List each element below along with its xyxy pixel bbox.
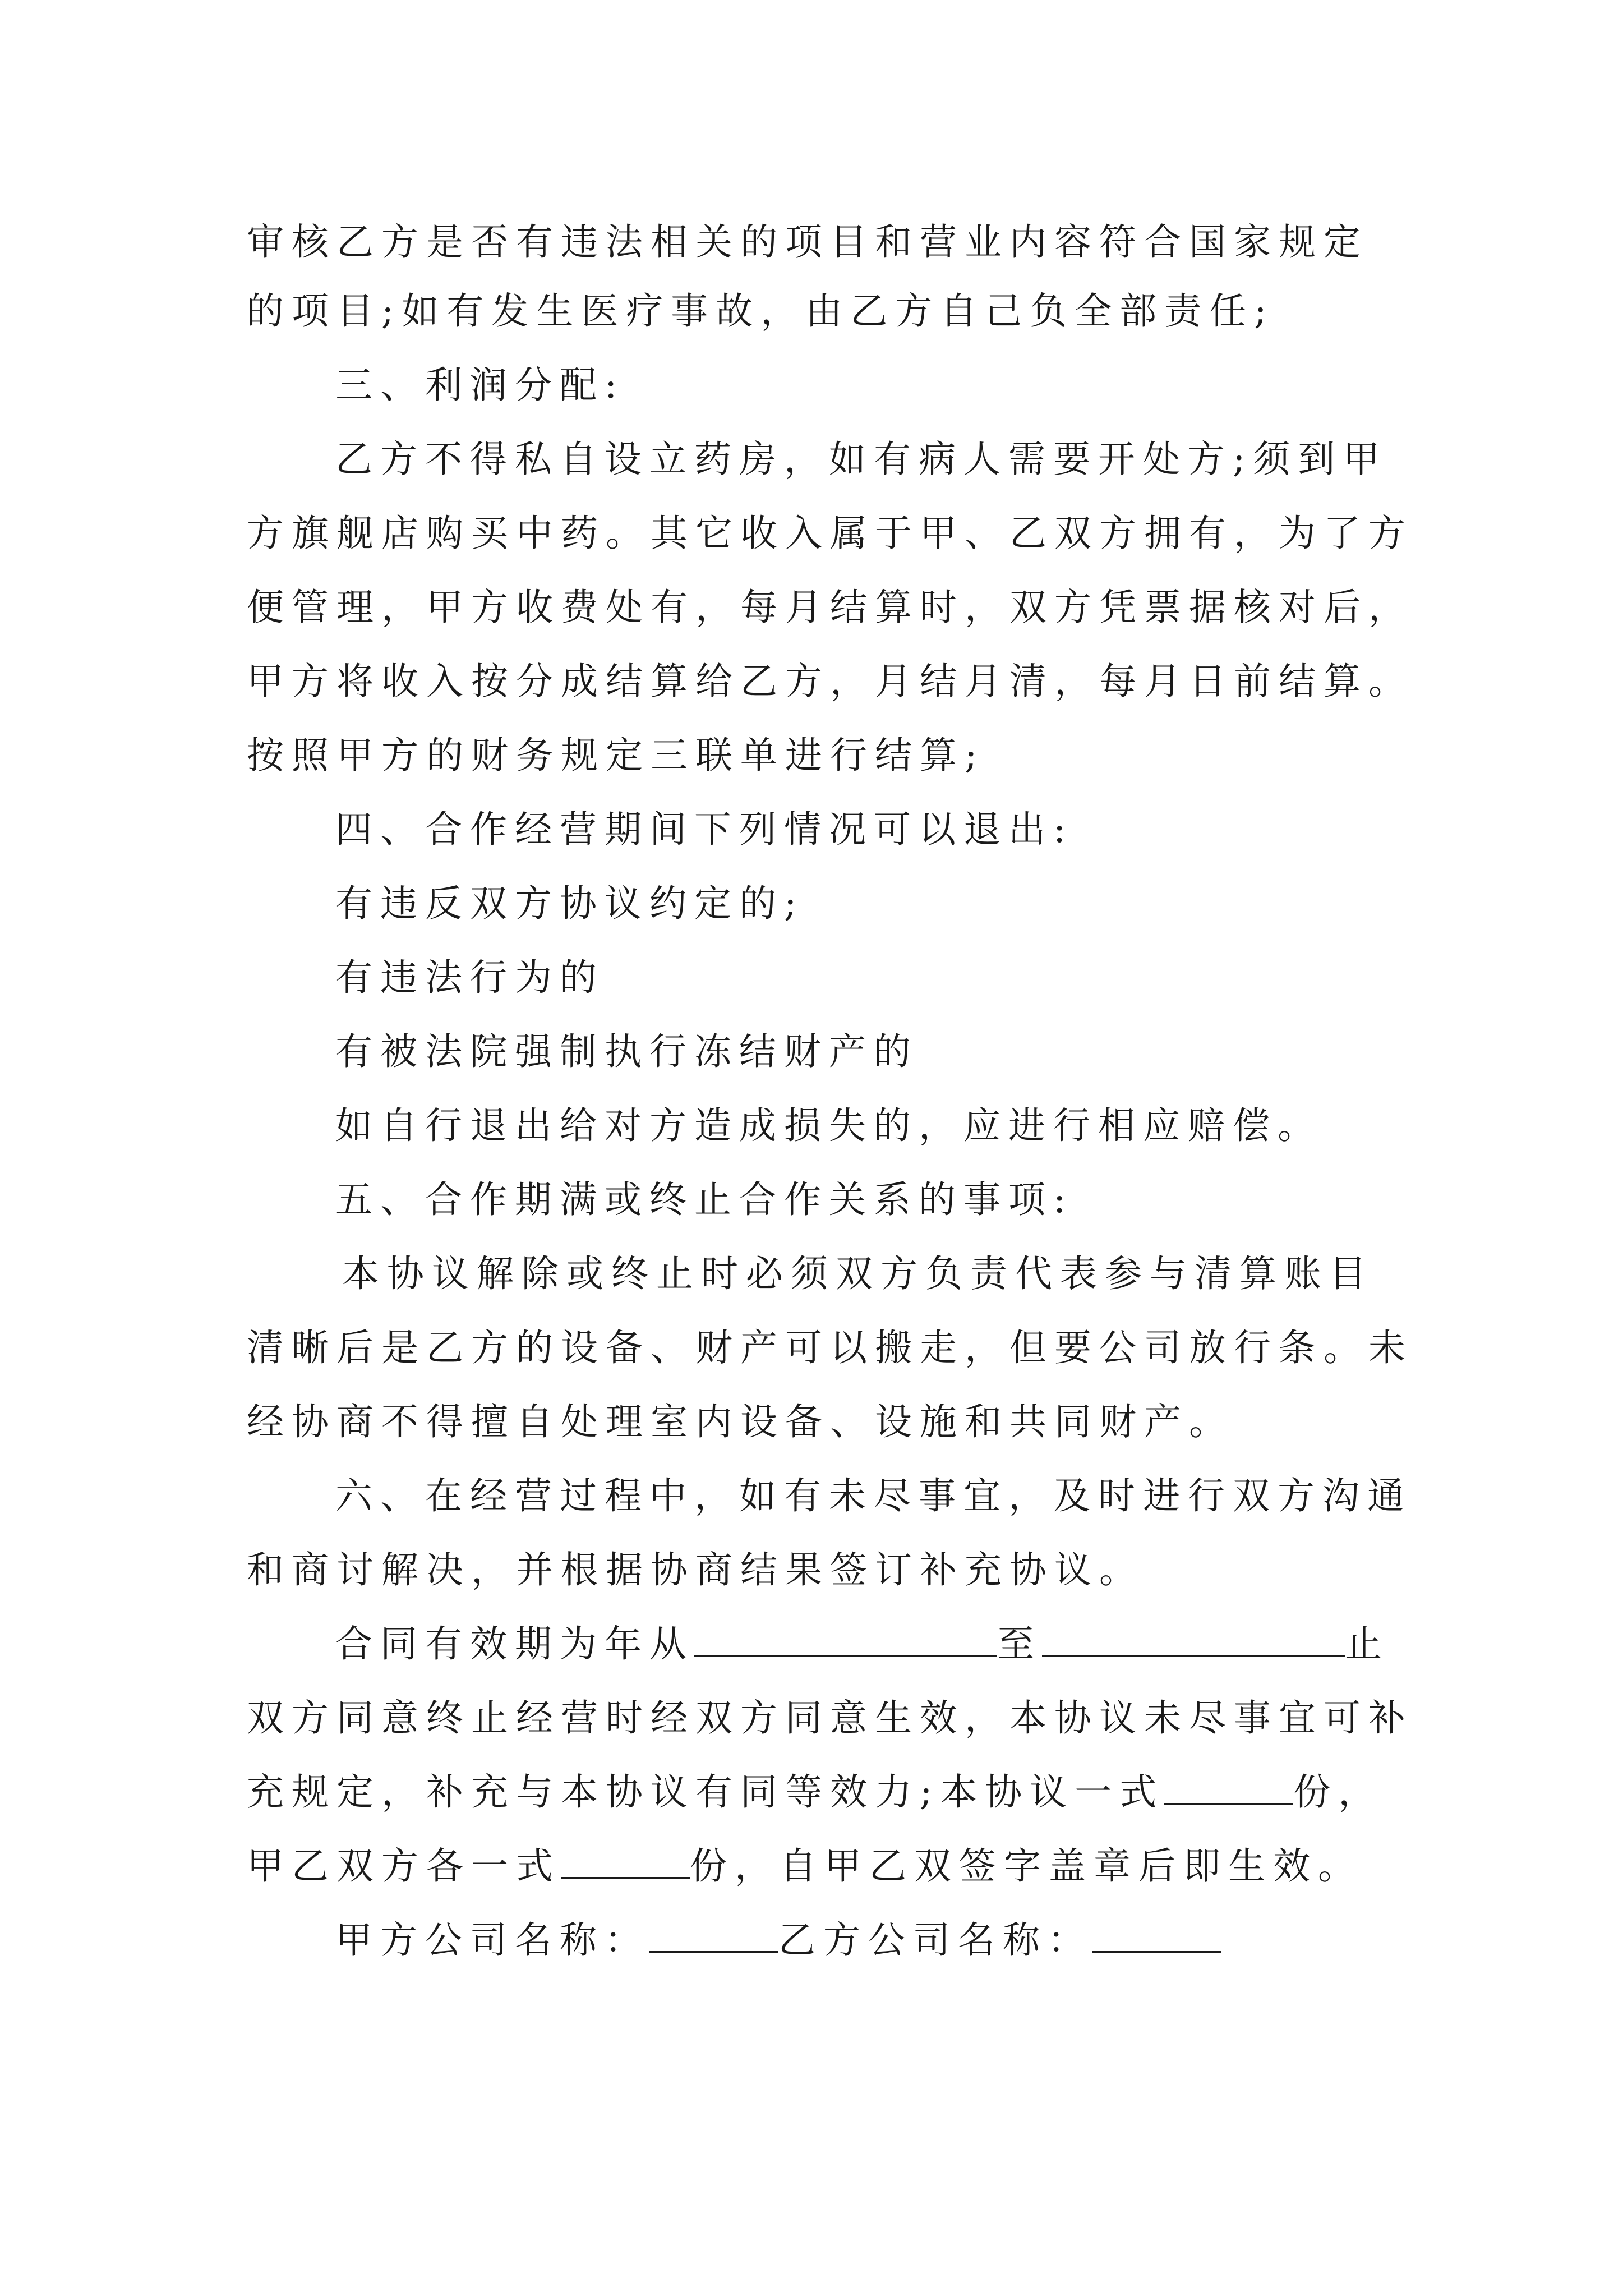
each-copies-prefix: 甲乙双方各一式 <box>247 1844 561 1888</box>
list-item: 有违法行为的 <box>335 956 605 999</box>
list-item: 有违反双方协议约定的; <box>335 882 805 925</box>
party-a-label: 甲方公司名称： <box>335 1918 649 1962</box>
signature-line <box>335 1915 1221 1966</box>
party-b-name-blank[interactable] <box>1092 1916 1221 1953</box>
text-line: 和商讨解决，并根据协商结果签订补充协议。 <box>247 1548 1144 1591</box>
copies-prefix: 充规定，补充与本协议有同等效力;本协议一式 <box>247 1770 1165 1814</box>
list-item: 如自行退出给对方造成损失的，应进行相应赔偿。 <box>335 1104 1322 1147</box>
text-line: 甲方将收入按分成结算给乙方，月结月清，每月日前结算。 <box>247 660 1413 703</box>
validity-prefix: 合同有效期为年从 <box>335 1622 694 1665</box>
copies-line <box>247 1767 1383 1818</box>
text-line: 清晰后是乙方的设备、财产可以搬走，但要公司放行条。未 <box>247 1326 1413 1369</box>
text-line: 的项目;如有发生医疗事故，由乙方自己负全部责任; <box>247 289 1275 333</box>
text-line: 乙方不得私自设立药房，如有病人需要开处方;须到甲 <box>335 438 1388 481</box>
each-copies-suffix: 份，自甲乙双签字盖章后即生效。 <box>690 1844 1363 1888</box>
section-heading: 六、在经营过程中，如有未尽事宜，及时进行双方沟通 <box>335 1474 1412 1517</box>
text-line: 本协议解除或终止时必须双方负责代表参与清算账目 <box>342 1252 1374 1295</box>
section-heading: 三、利润分配: <box>335 364 625 407</box>
party-a-name-blank[interactable] <box>649 1916 778 1953</box>
text-line: 经协商不得擅自处理室内设备、设施和共同财产。 <box>247 1400 1234 1443</box>
text-line: 按照甲方的财务规定三联单进行结算; <box>247 734 985 777</box>
validity-suffix: 止 <box>1345 1622 1390 1665</box>
each-copies-count-blank[interactable] <box>561 1842 690 1879</box>
validity-line <box>335 1619 1390 1669</box>
text-line: 便管理，甲方收费处有，每月结算时，双方凭票据核对后， <box>247 586 1413 629</box>
validity-middle: 至 <box>997 1622 1042 1665</box>
start-date-blank[interactable] <box>694 1620 997 1657</box>
section-heading: 四、合作经营期间下列情况可以退出: <box>335 808 1074 851</box>
text-line: 审核乙方是否有违法相关的项目和营业内容符合国家规定 <box>247 220 1368 264</box>
copies-suffix: 份， <box>1293 1770 1384 1814</box>
each-copies-line <box>247 1841 1363 1892</box>
text-line: 双方同意终止经营时经双方同意生效，本协议未尽事宜可补 <box>247 1696 1413 1740</box>
list-item: 有被法院强制执行冻结财产的 <box>335 1030 919 1073</box>
copies-count-blank[interactable] <box>1164 1768 1293 1805</box>
end-date-blank[interactable] <box>1042 1620 1345 1657</box>
text-line: 方旗舰店购买中药。其它收入属于甲、乙双方拥有，为了方 <box>247 512 1413 555</box>
section-heading: 五、合作期满或终止合作关系的事项: <box>335 1178 1074 1221</box>
party-b-label: 乙方公司名称： <box>778 1918 1092 1962</box>
